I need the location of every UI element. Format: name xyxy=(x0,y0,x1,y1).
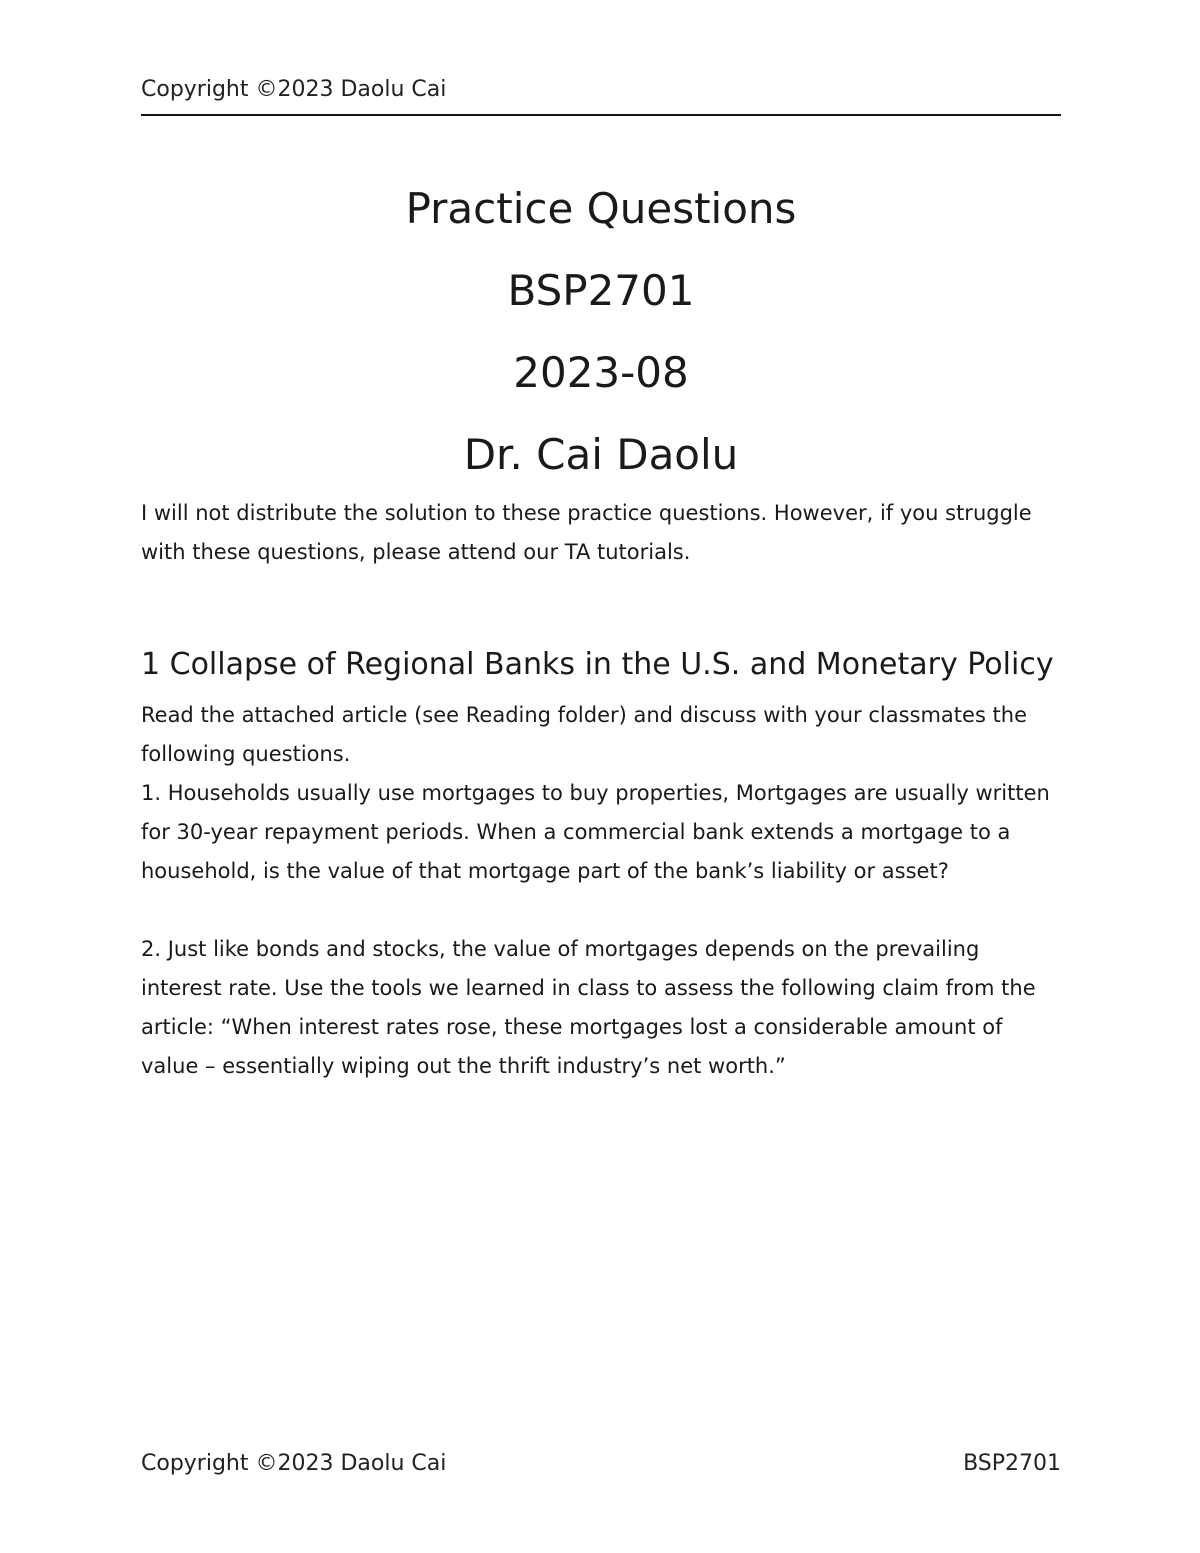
section-1-heading: 1 Collapse of Regional Banks in the U.S. and Monetary Policy xyxy=(141,647,1054,682)
title-date: 2023-08 xyxy=(513,348,689,397)
section-1-instruction: Read the attached article (see Reading folder) and discuss with your classmates the following questions. xyxy=(141,703,1028,766)
paragraph-spacer xyxy=(141,891,1061,930)
document-body xyxy=(141,494,1061,1086)
title-practice-questions: Practice Questions xyxy=(405,184,797,233)
footer-copyright: Copyright ©2023 Daolu Cai xyxy=(141,1451,447,1476)
header-copyright: Copyright ©2023 Daolu Cai xyxy=(141,77,447,102)
page-footer xyxy=(141,1450,1061,1480)
question-1: 1. Households usually use mortgages to buy properties, Mortgages are usually written for 30-year repayment periods. When a commercial bank extends a mortgage to a household, is the value of that mortgage part of the bank’s liability or asset? xyxy=(141,781,1050,883)
page-header xyxy=(141,74,1061,116)
question-2: 2. Just like bonds and stocks, the value of mortgages depends on the prevailing interest rate. Use the tools we learned in class to assess the following claim from the article: “When interest rates rose, these mortgages lost a considerable amount of value – essentially wiping out the thrift industry’s net worth.” xyxy=(141,937,1036,1078)
footer-course-code: BSP2701 xyxy=(963,1451,1061,1476)
intro-paragraph: I will not distribute the solution to these practice questions. However, if you struggle with these questions, please attend our TA tutorials. xyxy=(141,501,1032,564)
title-author: Dr. Cai Daolu xyxy=(463,430,739,479)
title-block xyxy=(141,168,1061,496)
title-course-code: BSP2701 xyxy=(507,266,695,315)
